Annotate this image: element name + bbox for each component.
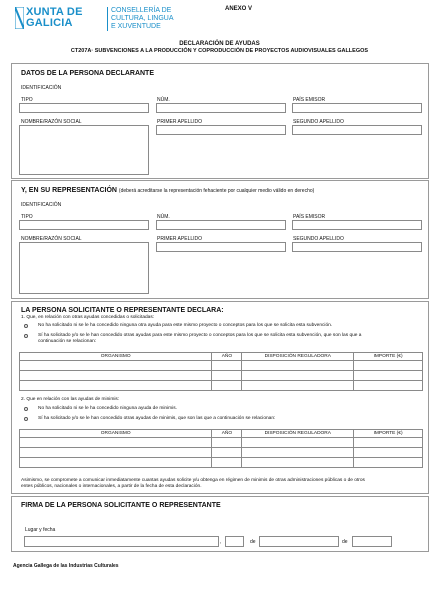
q2-option-no-label: No ha solicitado ni se le ha concedido ninguna ayuda de minimis. <box>38 406 177 411</box>
representative-section <box>11 180 429 299</box>
ano-cell[interactable] <box>212 438 242 448</box>
disposicion-cell[interactable] <box>242 361 354 371</box>
importe-cell[interactable] <box>354 458 423 468</box>
table-row <box>20 381 423 391</box>
organismo-cell[interactable] <box>20 458 212 468</box>
organismo-cell[interactable] <box>20 381 212 391</box>
ano-cell[interactable] <box>212 448 242 458</box>
organismo-cell[interactable] <box>20 361 212 371</box>
logo-department <box>111 7 174 31</box>
place-date-label: Lugar y fecha <box>25 527 56 533</box>
representative-title-text: Y, EN SU REPRESENTACIÓN <box>21 187 117 194</box>
organismo-cell[interactable] <box>20 438 212 448</box>
question-2: 2. Que en relación con las ayudas de minimis: <box>21 397 120 402</box>
rep-pais-label: PAÍS EMISOR <box>293 214 326 220</box>
logo-line2: CULTURA, LINGUA <box>111 15 174 22</box>
de-label-1: de <box>250 539 256 545</box>
col-disposicion: DISPOSICIÓN REGULADORA <box>242 430 354 438</box>
representative-title <box>21 187 314 194</box>
q1-option-yes-label-1: Sí ha solicitado y/o se le han concedido otras ayudas para este mismo proyecto o conceptos para los que se solicita esta subvención, que son las que a <box>38 333 362 338</box>
q1-option-no-label: No ha solicitado ni se le ha concedido ninguna otra ayuda para este mismo proyecto o conceptos para los que se solicita esta subvención. <box>38 323 333 328</box>
question-1: 1. Que, en relación con otras ayudas concedidas o solicitadas: <box>21 315 155 320</box>
tipo-label: TIPO <box>21 97 33 103</box>
annex-label: ANEXO V <box>225 6 253 12</box>
apellido1-label: PRIMER APELLIDO <box>157 119 203 125</box>
table-row <box>20 438 423 448</box>
aids-table-2-header <box>20 430 423 438</box>
disposicion-cell[interactable] <box>242 448 354 458</box>
num-field[interactable] <box>156 103 286 113</box>
nombre-field[interactable] <box>19 125 149 175</box>
num-label: NÚM. <box>157 97 170 103</box>
importe-cell[interactable] <box>354 381 423 391</box>
rep-num-label: NÚM. <box>157 214 170 220</box>
col-ano: AÑO <box>212 353 242 361</box>
importe-cell[interactable] <box>354 448 423 458</box>
apellido1-field[interactable] <box>156 125 286 135</box>
disposicion-cell[interactable] <box>242 371 354 381</box>
rep-apellido2-field[interactable] <box>292 242 422 252</box>
col-organismo: ORGANISMO <box>20 430 212 438</box>
disposicion-cell[interactable] <box>242 458 354 468</box>
q2-option-yes-radio[interactable] <box>24 417 28 421</box>
table-row <box>20 458 423 468</box>
organismo-cell[interactable] <box>20 371 212 381</box>
declarant-title: DATOS DE LA PERSONA DECLARANTE <box>21 70 155 77</box>
xunta-logo <box>15 5 195 33</box>
apellido2-field[interactable] <box>292 125 422 135</box>
col-importe: IMPORTE (€) <box>354 430 423 438</box>
importe-cell[interactable] <box>354 438 423 448</box>
logo-line3: E XUVENTUDE <box>111 23 161 30</box>
signature-section <box>11 496 429 552</box>
q1-option-yes-radio[interactable] <box>24 334 28 338</box>
col-organismo: ORGANISMO <box>20 353 212 361</box>
aids-table-1 <box>19 352 423 391</box>
q2-option-no-radio[interactable] <box>24 407 28 411</box>
rep-num-field[interactable] <box>156 220 286 230</box>
xunta-emblem-icon <box>15 7 24 29</box>
logo-text <box>26 7 102 29</box>
col-disposicion: DISPOSICIÓN REGULADORA <box>242 353 354 361</box>
importe-cell[interactable] <box>354 371 423 381</box>
disposicion-cell[interactable] <box>242 381 354 391</box>
importe-cell[interactable] <box>354 361 423 371</box>
col-ano: AÑO <box>212 430 242 438</box>
col-importe: IMPORTE (€) <box>354 353 423 361</box>
year-field[interactable] <box>352 536 392 547</box>
declarant-section <box>11 63 429 179</box>
q1-option-yes-label-2: continuación se relacionan: <box>38 339 97 344</box>
declarant-identification: IDENTIFICACIÓN <box>21 85 62 91</box>
ano-cell[interactable] <box>212 361 242 371</box>
month-field[interactable] <box>259 536 339 547</box>
form-subtitle: CT207A· SUBVENCIONES A LA PRODUCCIÓN Y COPRODUCCIÓN DE PROYECTOS AUDIOVISUALES GALLEGOS <box>70 48 369 54</box>
q2-option-yes-label: Sí ha solicitado y/o se le han concedido otras ayudas de minimis, que son las que a continuación se relacionan: <box>38 416 276 421</box>
logo-primary: XUNTA DE GALICIA <box>26 6 83 29</box>
comma-separator: , <box>220 539 222 545</box>
disposicion-cell[interactable] <box>242 438 354 448</box>
rep-nombre-label: NOMBRE/RAZÓN SOCIAL <box>21 236 82 242</box>
table-row <box>20 361 423 371</box>
rep-apellido1-label: PRIMER APELLIDO <box>157 236 203 242</box>
pais-label: PAÍS EMISOR <box>293 97 326 103</box>
rep-tipo-label: TIPO <box>21 214 33 220</box>
rep-nombre-field[interactable] <box>19 242 149 294</box>
rep-apellido2-label: SEGUNDO APELLIDO <box>293 236 344 242</box>
declaration-title: LA PERSONA SOLICITANTE O REPRESENTANTE DECLARA: <box>21 307 224 314</box>
logo-divider <box>107 7 108 31</box>
ano-cell[interactable] <box>212 371 242 381</box>
commitment-line-2: entes públicos, nacionales o internacionales, a partir de la fecha de esta declaración. <box>21 484 202 489</box>
declaration-section <box>11 301 429 494</box>
pais-field[interactable] <box>292 103 422 113</box>
de-label-2: de <box>342 539 348 545</box>
form-title: DECLARACIÓN DE AYUDAS <box>179 41 260 47</box>
organismo-cell[interactable] <box>20 448 212 458</box>
place-field[interactable] <box>24 536 222 547</box>
table-row <box>20 448 423 458</box>
rep-pais-field[interactable] <box>292 220 422 230</box>
representative-note: (deberá acreditarse la representación fehaciente por cualquier medio válido en derecho) <box>118 188 315 194</box>
day-field[interactable] <box>225 536 244 547</box>
nombre-label: NOMBRE/RAZÓN SOCIAL <box>21 119 82 125</box>
aids-table-1-header <box>20 353 423 361</box>
logo-line1: CONSELLERÍA DE <box>111 7 172 14</box>
apellido2-label: SEGUNDO APELLIDO <box>293 119 344 125</box>
rep-tipo-field[interactable] <box>19 220 149 230</box>
footer-agency: Agencia Gallega de las Industrias Culturales <box>13 563 119 569</box>
tipo-field[interactable] <box>19 103 149 113</box>
representative-identification: IDENTIFICACIÓN <box>21 202 62 208</box>
rep-apellido1-field[interactable] <box>156 242 286 252</box>
signature-title: FIRMA DE LA PERSONA SOLICITANTE O REPRESENTANTE <box>21 502 221 509</box>
ano-cell[interactable] <box>212 381 242 391</box>
q1-option-no-radio[interactable] <box>24 324 28 328</box>
table-row <box>20 371 423 381</box>
aids-table-2 <box>19 429 423 468</box>
ano-cell[interactable] <box>212 458 242 468</box>
commitment-line-1: Asimismo, se compromete a comunicar inmediatamente cuantas ayudas solicite y/u obtenga en régimen de minimis de otras administraciones públicas o de otros <box>21 478 365 483</box>
